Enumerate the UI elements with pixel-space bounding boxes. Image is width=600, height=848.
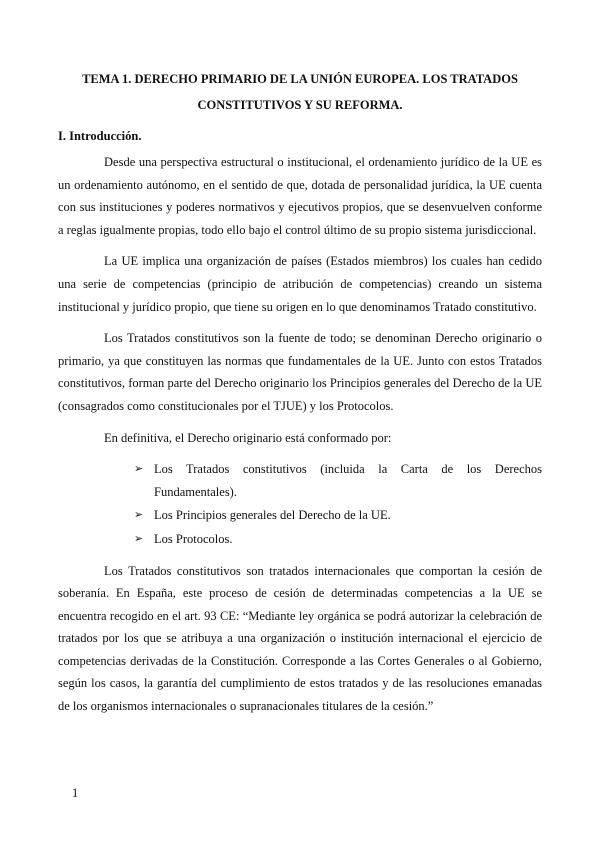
arrow-bullet-icon: ➢: [134, 532, 144, 545]
list-item: [134, 528, 542, 551]
bullet-list: [58, 458, 542, 550]
arrow-bullet-icon: ➢: [134, 463, 144, 476]
page-number: 1: [72, 786, 79, 800]
document-body: [58, 151, 542, 718]
paragraph: En definitiva, el Derecho originario está conformado por:: [104, 430, 392, 445]
list-item: [134, 458, 542, 503]
paragraph: La UE implica una organización de países (Estados miembros) los cuales han cedido una serie de competencias (principio de atribución de competencias) creando un sistema institucional y jurídico propio, que tiene su origen en lo que denominamos Tratado constitutivo.: [58, 254, 542, 314]
list-item: [134, 504, 542, 527]
document-title: TEMA 1. DERECHO PRIMARIO DE LA UNIÓN EUROPEA. LOS TRATADOS CONSTITUTIVOS Y SU REFORMA.: [82, 72, 518, 112]
arrow-bullet-icon: ➢: [134, 509, 144, 522]
paragraph: Los Tratados constitutivos son tratados internacionales que comportan la cesión de soberanía. En España, este proceso de cesión de determinadas competencias a la UE se encuentra recogido en el art. 93 CE: “Mediante ley orgánica se podrá autorizar la celebración de tratados por los que se atribuya a una organización o institución internacional el ejercicio de competencias derivadas de la Constitución. Corresponde a las Cortes Generales o al Gobierno, según los casos, la garantía del cumplimiento de estos tratados y de las resoluciones emanadas de los organismos internacionales o supranacionales titulares de la cesión.”: [58, 563, 542, 714]
paragraph: Los Tratados constitutivos son la fuente de todo; se denominan Derecho originario o primario, ya que constituyen las normas que fundamentales de la UE. Junto con estos Tratados constitutivos, forman parte del Derecho originario los Principios generales del Derecho de la UE (consagrados como constitucionales por el TJUE) y los Protocolos.: [58, 331, 542, 413]
section-heading: I. Introducción.: [58, 129, 142, 143]
list-item-text: Los Tratados constitutivos (incluida la Carta de los Derechos Fundamentales).: [154, 462, 542, 499]
list-item-text: Los Protocolos.: [154, 531, 233, 546]
paragraph: Desde una perspectiva estructural o institucional, el ordenamiento jurídico de la UE es un ordenamiento autónomo, en el sentido de que, dotada de personalidad jurídica, la UE cuenta con sus instituciones y poderes normativos y ejecutivos propios, que se desenvuelven conforme a reglas igualmente propias, todo ello bajo el control último de su propio sistema jurisdiccional.: [58, 155, 542, 237]
list-item-text: Los Principios generales del Derecho de la UE.: [154, 508, 391, 523]
